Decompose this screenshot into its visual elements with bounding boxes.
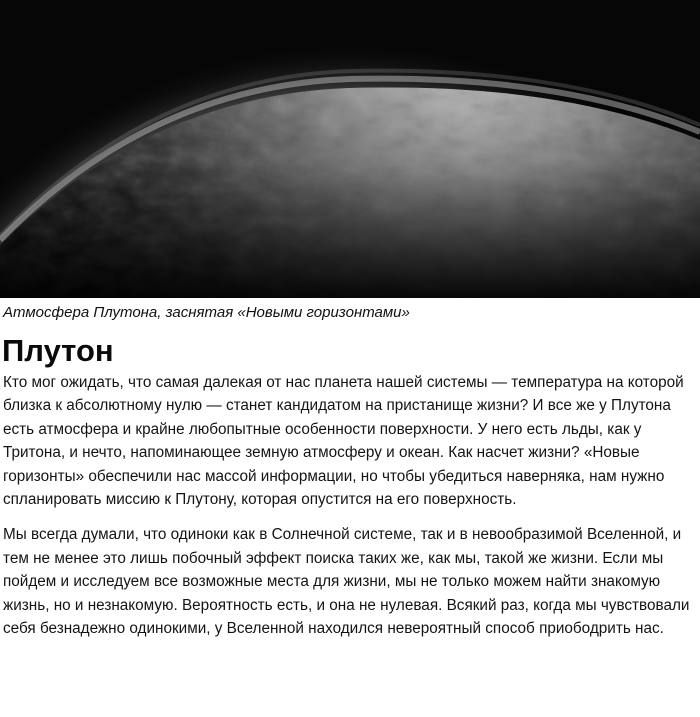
article-paragraph-2: Мы всегда думали, что одиноки как в Солнечной системе, так и в невообразимой Вселенной, и тем не менее это лишь побочный эффект поиска таких же, как мы, такой же жизни. Если мы пойдем и исследуем все возможные места для жизни, мы не только можем найти знакомую жизнь, но и незнакомую. Вероятность есть, и она не нулевая. Всякий раз, когда мы чувствовали себя безнадежно одинокими, у Вселенной находился невероятный способ приободрить нас. bbox=[3, 526, 690, 638]
article-title: Плутон bbox=[2, 333, 114, 368]
image-caption: Атмосфера Плутона, заснятая «Новыми горизонтами» bbox=[3, 304, 410, 321]
pluto-photo bbox=[0, 0, 700, 298]
pluto-horizon-image bbox=[0, 0, 700, 298]
article-paragraph-1: Кто мог ожидать, что самая далекая от нас планета нашей системы — температура на которой близка к абсолютному нулю — станет кандидатом на пристанище жизни? И все же у Плутона есть атмосфера и крайне любопытные особенности поверхности. У него есть льды, как у Тритона, и нечто, напоминающее земную атмосферу и океан. Как насчет жизни? «Новые горизонты» обеспечили нас массой информации, но чтобы убедиться наверняка, нам нужно спланировать миссию к Плутону, которая опустится на его поверхность. bbox=[3, 374, 684, 509]
